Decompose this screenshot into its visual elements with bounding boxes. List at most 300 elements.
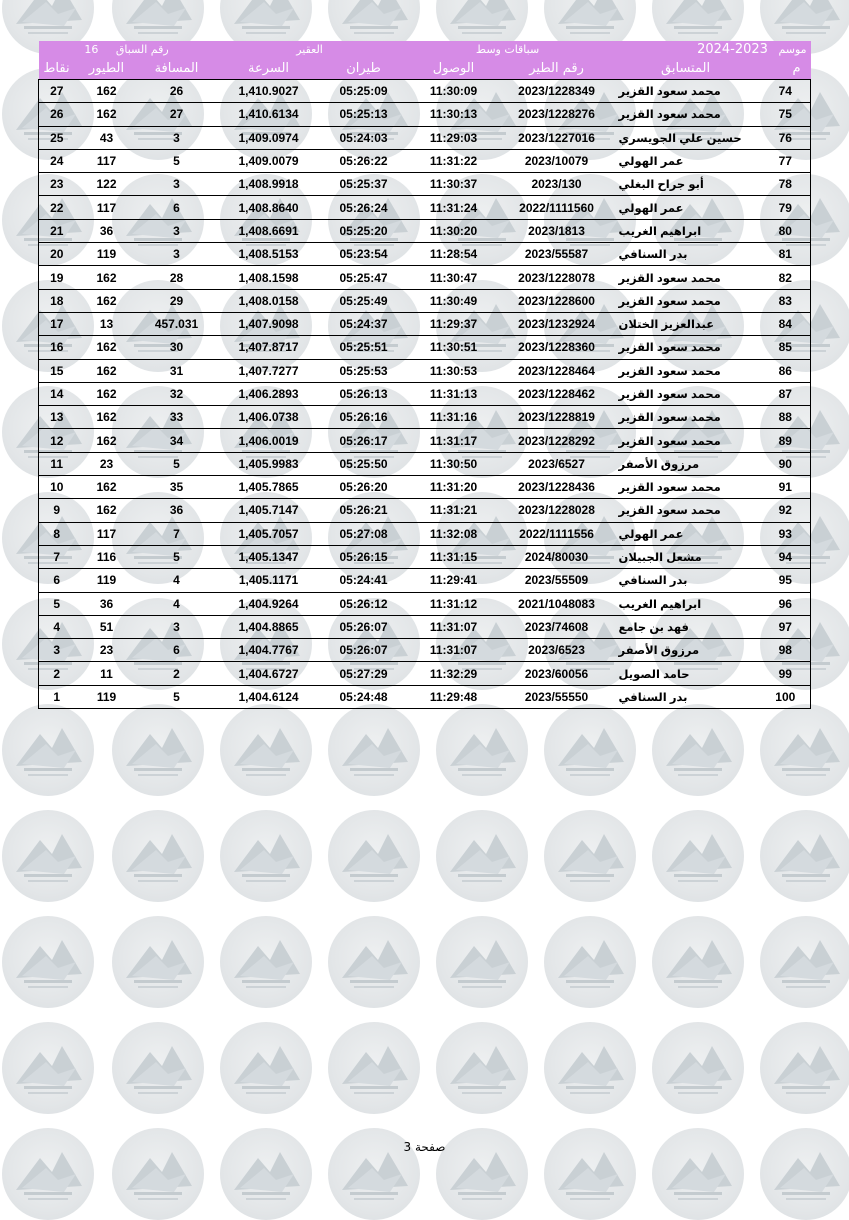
cell-name: محمد سعود القزير <box>618 272 721 285</box>
cell-speed: 1,405.7147 <box>238 503 299 518</box>
cell-flight: 05:26:24 <box>339 200 388 215</box>
cell-name: عمر الهولي <box>618 202 684 215</box>
cell-name: عمر الهولي <box>618 528 684 541</box>
pigeon-logo-icon <box>328 704 420 796</box>
cell-arrival: 11:30:13 <box>429 107 478 122</box>
pigeon-logo-icon <box>328 810 420 902</box>
cell-speed: 1,407.7277 <box>238 363 299 378</box>
cell-arrival: 11:28:54 <box>429 247 478 262</box>
cell-arrival: 11:31:07 <box>429 643 478 658</box>
cell-speed: 1,405.1171 <box>238 573 299 588</box>
cell-flight: 05:24:41 <box>339 573 388 588</box>
cell-name: محمد سعود القزير <box>618 389 721 401</box>
pigeon-logo-icon <box>436 916 528 1008</box>
table-row <box>39 149 811 172</box>
cell-birds: 162 <box>96 293 117 308</box>
cell-rank: 100 <box>775 689 796 704</box>
col-arrival: الوصول <box>405 57 503 80</box>
cell-distance: 26 <box>169 84 184 99</box>
cell-rank: 93 <box>778 526 792 541</box>
cell-points: 12 <box>50 433 64 448</box>
cell-ring: 2023/6523 <box>528 643 585 658</box>
cell-points: 25 <box>50 130 64 145</box>
col-name: المتسابق <box>611 57 761 80</box>
cell-speed: 1,408.1598 <box>238 270 299 285</box>
pigeon-logo-icon <box>220 916 312 1008</box>
cell-speed: 1,406.0738 <box>238 410 299 425</box>
cell-name: حسين علي الجويسري <box>618 132 742 145</box>
race-location: العقير <box>215 41 405 57</box>
cell-distance: 2 <box>173 666 180 681</box>
cell-rank: 95 <box>778 573 792 588</box>
cell-ring: 2023/1228464 <box>518 363 595 378</box>
cell-birds: 162 <box>96 363 117 378</box>
cell-ring: 2023/1228028 <box>518 503 595 518</box>
table-row <box>39 685 811 708</box>
cell-points: 8 <box>53 526 61 541</box>
cell-distance: 3 <box>173 130 180 145</box>
cell-speed: 1,408.9918 <box>238 177 299 192</box>
cell-rank: 98 <box>778 643 792 658</box>
cell-birds: 119 <box>96 689 117 704</box>
cell-speed: 1,405.1347 <box>238 550 299 565</box>
cell-arrival: 11:31:24 <box>429 200 478 215</box>
cell-birds: 43 <box>99 130 114 145</box>
cell-distance: 5 <box>173 154 180 169</box>
cell-distance: 28 <box>169 270 184 285</box>
cell-rank: 81 <box>778 247 792 262</box>
pigeon-logo-icon <box>328 916 420 1008</box>
cell-distance: 4 <box>173 596 180 611</box>
cell-rank: 85 <box>778 340 792 355</box>
cell-name: فهد بن جامع <box>618 621 689 634</box>
cell-distance: 3 <box>173 619 180 634</box>
cell-flight: 05:26:07 <box>339 643 388 658</box>
cell-name: أبو جراح البغلي <box>618 179 704 192</box>
cell-distance: 7 <box>173 526 180 541</box>
cell-points: 11 <box>50 456 64 471</box>
cell-rank: 77 <box>778 154 792 169</box>
race-number-label: رقم السباق <box>115 42 169 56</box>
cell-name: محمد سعود القزير <box>618 435 721 448</box>
cell-rank: 92 <box>778 503 792 518</box>
table-row <box>39 615 811 638</box>
cell-rank: 89 <box>778 433 792 448</box>
cell-rank: 75 <box>778 107 792 122</box>
cell-rank: 80 <box>778 223 792 238</box>
cell-points: 3 <box>53 643 61 658</box>
cell-distance: 3 <box>173 247 180 262</box>
table-row <box>39 80 811 103</box>
pigeon-logo-icon <box>760 916 849 1008</box>
pigeon-logo-icon <box>2 810 94 902</box>
pigeon-logo-icon <box>652 810 744 902</box>
cell-rank: 96 <box>778 596 792 611</box>
cell-ring: 2023/130 <box>531 177 582 192</box>
cell-birds: 117 <box>96 154 117 169</box>
cell-flight: 05:26:07 <box>339 619 388 634</box>
cell-distance: 32 <box>169 387 184 401</box>
cell-birds: 116 <box>96 550 117 565</box>
cell-ring: 2023/1228819 <box>518 410 595 425</box>
results-body <box>39 80 811 709</box>
cell-ring: 2023/1228436 <box>518 480 595 495</box>
cell-speed: 1,410.9027 <box>238 84 299 99</box>
cell-flight: 05:24:48 <box>339 689 388 704</box>
col-distance: المسافة <box>139 57 215 80</box>
cell-arrival: 11:32:08 <box>429 526 478 541</box>
pigeon-logo-icon <box>652 704 744 796</box>
cell-rank: 76 <box>778 130 792 145</box>
cell-name: بدر السنافي <box>618 691 688 704</box>
pigeon-logo-icon <box>112 1022 204 1114</box>
cell-arrival: 11:31:16 <box>429 410 478 425</box>
pigeon-logo-icon <box>436 704 528 796</box>
cell-arrival: 11:31:15 <box>429 550 478 565</box>
cell-points: 18 <box>50 293 64 308</box>
cell-distance: 6 <box>173 200 180 215</box>
pigeon-logo-icon <box>652 916 744 1008</box>
season-label: موسم <box>778 42 807 56</box>
cell-name: بدر السنافي <box>618 249 688 262</box>
cell-distance: 5 <box>173 456 180 471</box>
cell-name: ابراهيم الغريب <box>618 225 702 238</box>
table-row <box>39 406 811 429</box>
table-row <box>39 243 811 266</box>
table-row <box>39 103 811 126</box>
cell-points: 26 <box>50 107 64 122</box>
cell-speed: 1,408.5153 <box>238 247 299 262</box>
table-row <box>39 289 811 312</box>
season-cell <box>611 41 811 57</box>
cell-rank: 88 <box>778 410 792 425</box>
cell-name: محمد سعود القزير <box>618 295 721 308</box>
cell-speed: 1,405.7865 <box>238 480 299 495</box>
cell-rank: 82 <box>778 270 792 285</box>
cell-arrival: 11:31:12 <box>429 596 478 611</box>
pigeon-logo-icon <box>436 1022 528 1114</box>
cell-ring: 2022/1111560 <box>519 200 594 215</box>
cell-name: محمد سعود القزير <box>618 86 721 99</box>
table-row <box>39 569 811 592</box>
cell-arrival: 11:30:09 <box>429 84 478 99</box>
cell-flight: 05:25:47 <box>339 270 388 285</box>
cell-ring: 2021/1048083 <box>518 596 595 611</box>
cell-distance: 6 <box>173 643 180 658</box>
cell-birds: 36 <box>99 596 114 611</box>
cell-birds: 23 <box>99 643 114 658</box>
cell-speed: 1,404.6727 <box>238 666 299 681</box>
cell-arrival: 11:30:49 <box>429 293 478 308</box>
cell-points: 17 <box>50 317 64 332</box>
cell-name: بدر السنافي <box>618 575 688 588</box>
table-row <box>39 173 811 196</box>
pigeon-logo-icon <box>544 1022 636 1114</box>
col-birds: الطيور <box>75 57 139 80</box>
cell-speed: 1,406.2893 <box>238 387 299 401</box>
cell-flight: 05:26:20 <box>339 480 388 495</box>
col-points: نقاط <box>39 57 75 80</box>
table-row <box>39 522 811 545</box>
cell-speed: 1,410.6134 <box>238 107 299 122</box>
cell-points: 24 <box>50 154 64 169</box>
cell-birds: 162 <box>96 340 117 355</box>
cell-name: محمد سعود القزير <box>618 365 721 378</box>
cell-flight: 05:26:12 <box>339 596 388 611</box>
cell-ring: 2023/1228078 <box>518 270 595 285</box>
cell-name: ابراهيم الغريب <box>618 598 702 611</box>
results-table-container <box>38 41 810 709</box>
cell-arrival: 11:30:50 <box>429 456 478 471</box>
pigeon-logo-icon <box>328 1022 420 1114</box>
table-row <box>39 429 811 452</box>
race-type: سباقات وسط <box>405 41 611 57</box>
pigeon-logo-icon <box>112 916 204 1008</box>
cell-rank: 97 <box>778 619 792 634</box>
cell-rank: 78 <box>778 177 792 192</box>
cell-name: محمد سعود القزير <box>618 482 721 495</box>
cell-points: 23 <box>50 177 64 192</box>
race-number-value: 16 <box>84 42 99 56</box>
col-speed: السرعة <box>215 57 323 80</box>
cell-rank: 86 <box>778 363 792 378</box>
cell-distance: 29 <box>169 293 184 308</box>
cell-speed: 1,404.7767 <box>238 643 299 658</box>
cell-ring: 2023/1227016 <box>518 130 595 145</box>
cell-ring: 2023/1228600 <box>518 293 595 308</box>
cell-distance: 35 <box>169 480 184 495</box>
cell-points: 20 <box>50 247 64 262</box>
cell-rank: 91 <box>778 480 792 495</box>
cell-arrival: 11:29:03 <box>429 130 478 145</box>
cell-distance: 3 <box>173 223 180 238</box>
cell-name: مرزوق الأصفر <box>618 645 700 658</box>
cell-birds: 162 <box>96 433 117 448</box>
cell-arrival: 11:30:20 <box>429 223 478 238</box>
cell-flight: 05:24:37 <box>339 317 388 332</box>
cell-arrival: 11:31:07 <box>429 619 478 634</box>
cell-points: 2 <box>53 666 61 681</box>
cell-speed: 1,405.9983 <box>238 456 299 471</box>
cell-birds: 162 <box>96 270 117 285</box>
cell-flight: 05:27:29 <box>339 666 388 681</box>
cell-ring: 2023/55509 <box>524 573 589 588</box>
table-row <box>39 639 811 662</box>
cell-distance: 36 <box>169 503 184 518</box>
race-number-cell <box>39 41 215 57</box>
pigeon-logo-icon <box>220 810 312 902</box>
cell-arrival: 11:29:48 <box>429 689 478 704</box>
cell-flight: 05:25:09 <box>339 84 388 99</box>
cell-birds: 117 <box>96 526 117 541</box>
cell-speed: 1,407.9098 <box>238 317 299 332</box>
cell-birds: 162 <box>96 107 117 122</box>
cell-flight: 05:25:20 <box>339 223 388 238</box>
cell-birds: 162 <box>96 387 117 401</box>
cell-flight: 05:26:16 <box>339 410 388 425</box>
cell-rank: 79 <box>778 200 792 215</box>
cell-arrival: 11:31:20 <box>429 480 478 495</box>
cell-rank: 83 <box>778 293 792 308</box>
cell-points: 27 <box>50 84 64 99</box>
cell-arrival: 11:30:51 <box>429 340 478 355</box>
cell-distance: 34 <box>169 433 184 448</box>
cell-arrival: 11:29:37 <box>429 317 478 332</box>
cell-speed: 1,409.0974 <box>238 130 299 145</box>
cell-flight: 05:25:13 <box>339 107 388 122</box>
pigeon-logo-icon <box>112 810 204 902</box>
cell-ring: 2023/1228360 <box>518 340 595 355</box>
col-flight: طيران <box>323 57 405 80</box>
cell-flight: 05:27:08 <box>339 526 388 541</box>
cell-birds: 162 <box>96 480 117 495</box>
cell-birds: 23 <box>99 456 114 471</box>
cell-points: 9 <box>53 503 61 518</box>
cell-flight: 05:25:49 <box>339 293 388 308</box>
cell-flight: 05:26:22 <box>339 154 388 169</box>
cell-ring: 2023/1228349 <box>518 84 595 99</box>
cell-speed: 1,409.0079 <box>238 154 299 169</box>
pigeon-logo-icon <box>760 704 849 796</box>
pigeon-logo-icon <box>760 810 849 902</box>
cell-distance: 3 <box>173 177 180 192</box>
pigeon-logo-icon <box>2 1022 94 1114</box>
cell-arrival: 11:31:22 <box>429 154 478 169</box>
cell-speed: 1,404.8865 <box>238 619 299 634</box>
cell-distance: 31 <box>169 363 184 378</box>
col-ring: رقم الطير <box>503 57 611 80</box>
cell-points: 14 <box>50 387 64 401</box>
pigeon-logo-icon <box>436 810 528 902</box>
cell-ring: 2023/74608 <box>524 619 589 634</box>
cell-rank: 94 <box>778 550 792 565</box>
cell-name: عمر الهولي <box>618 156 684 169</box>
cell-distance: 4 <box>173 573 180 588</box>
cell-birds: 122 <box>96 177 117 192</box>
pigeon-logo-icon <box>2 704 94 796</box>
cell-rank: 74 <box>778 84 792 99</box>
table-row <box>39 662 811 685</box>
pigeon-logo-icon <box>544 810 636 902</box>
cell-name: حامد الصويل <box>618 668 690 681</box>
table-row <box>39 266 811 289</box>
cell-name: محمد سعود القزير <box>618 342 721 355</box>
cell-birds: 162 <box>96 410 117 425</box>
table-row <box>39 545 811 568</box>
cell-flight: 05:26:15 <box>339 550 388 565</box>
table-row <box>39 336 811 359</box>
cell-arrival: 11:32:29 <box>429 666 478 681</box>
cell-ring: 2023/1228462 <box>518 387 595 401</box>
cell-speed: 1,405.7057 <box>238 526 299 541</box>
cell-ring: 2023/10079 <box>524 154 589 169</box>
table-row <box>39 219 811 242</box>
cell-points: 1 <box>53 689 61 704</box>
cell-birds: 162 <box>96 84 117 99</box>
cell-points: 15 <box>50 363 64 378</box>
cell-arrival: 11:31:17 <box>429 433 478 448</box>
col-rank: م <box>761 57 811 80</box>
pigeon-logo-icon <box>220 1022 312 1114</box>
cell-flight: 05:25:37 <box>339 177 388 192</box>
cell-birds: 51 <box>99 619 114 634</box>
cell-points: 6 <box>53 573 61 588</box>
cell-points: 22 <box>50 200 64 215</box>
cell-speed: 1,406.0019 <box>238 433 299 448</box>
cell-rank: 99 <box>778 666 792 681</box>
results-table <box>38 41 811 709</box>
cell-name: عبدالعزيز الختلان <box>618 319 715 332</box>
table-row <box>39 126 811 149</box>
pigeon-logo-icon <box>652 1022 744 1114</box>
pigeon-logo-icon <box>544 916 636 1008</box>
cell-distance: 5 <box>173 689 180 704</box>
cell-birds: 13 <box>99 317 114 332</box>
cell-speed: 1,408.8640 <box>238 200 299 215</box>
table-row <box>39 592 811 615</box>
cell-rank: 90 <box>778 456 792 471</box>
cell-speed: 1,404.6124 <box>238 689 299 704</box>
cell-name: محمد سعود القزير <box>618 412 721 425</box>
cell-flight: 05:25:51 <box>339 340 388 355</box>
cell-points: 19 <box>50 270 64 285</box>
cell-birds: 119 <box>96 247 117 262</box>
cell-points: 10 <box>50 480 64 495</box>
pigeon-logo-icon <box>760 1022 849 1114</box>
cell-birds: 162 <box>96 503 117 518</box>
cell-speed: 1,407.8717 <box>238 340 299 355</box>
cell-ring: 2023/55550 <box>524 689 589 704</box>
cell-ring: 2023/1232924 <box>518 317 595 332</box>
cell-points: 4 <box>53 619 61 634</box>
cell-distance: 457.031 <box>154 317 199 332</box>
table-row <box>39 452 811 475</box>
cell-rank: 87 <box>778 387 792 401</box>
cell-ring: 2023/1228276 <box>518 107 595 122</box>
cell-distance: 5 <box>173 550 180 565</box>
race-info-row <box>39 41 811 57</box>
cell-speed: 1,404.9264 <box>238 596 299 611</box>
table-row <box>39 196 811 219</box>
cell-distance: 33 <box>169 410 184 425</box>
cell-birds: 117 <box>96 200 117 215</box>
cell-flight: 05:26:13 <box>339 387 388 401</box>
cell-ring: 2023/6527 <box>528 456 585 471</box>
cell-ring: 2023/1228292 <box>518 433 595 448</box>
cell-arrival: 11:31:21 <box>429 503 478 518</box>
cell-ring: 2023/1813 <box>528 223 585 238</box>
pigeon-logo-icon <box>2 916 94 1008</box>
cell-birds: 119 <box>96 573 117 588</box>
cell-speed: 1,408.6691 <box>238 223 299 238</box>
cell-distance: 30 <box>169 340 184 355</box>
cell-rank: 84 <box>778 317 792 332</box>
table-row <box>39 312 811 335</box>
cell-ring: 2023/55587 <box>524 247 589 262</box>
cell-speed: 1,408.0158 <box>238 293 299 308</box>
cell-arrival: 11:30:47 <box>429 270 478 285</box>
page-number: صفحة 3 <box>403 1140 446 1154</box>
cell-birds: 36 <box>99 223 114 238</box>
cell-points: 13 <box>50 410 64 425</box>
cell-points: 16 <box>50 340 64 355</box>
cell-flight: 05:25:50 <box>339 456 388 471</box>
season-value: 2024-2023 <box>697 41 768 57</box>
cell-birds: 11 <box>100 666 113 681</box>
cell-flight: 05:26:17 <box>339 433 388 448</box>
cell-name: مشعل الجبيلان <box>618 552 702 565</box>
pigeon-logo-icon <box>220 704 312 796</box>
